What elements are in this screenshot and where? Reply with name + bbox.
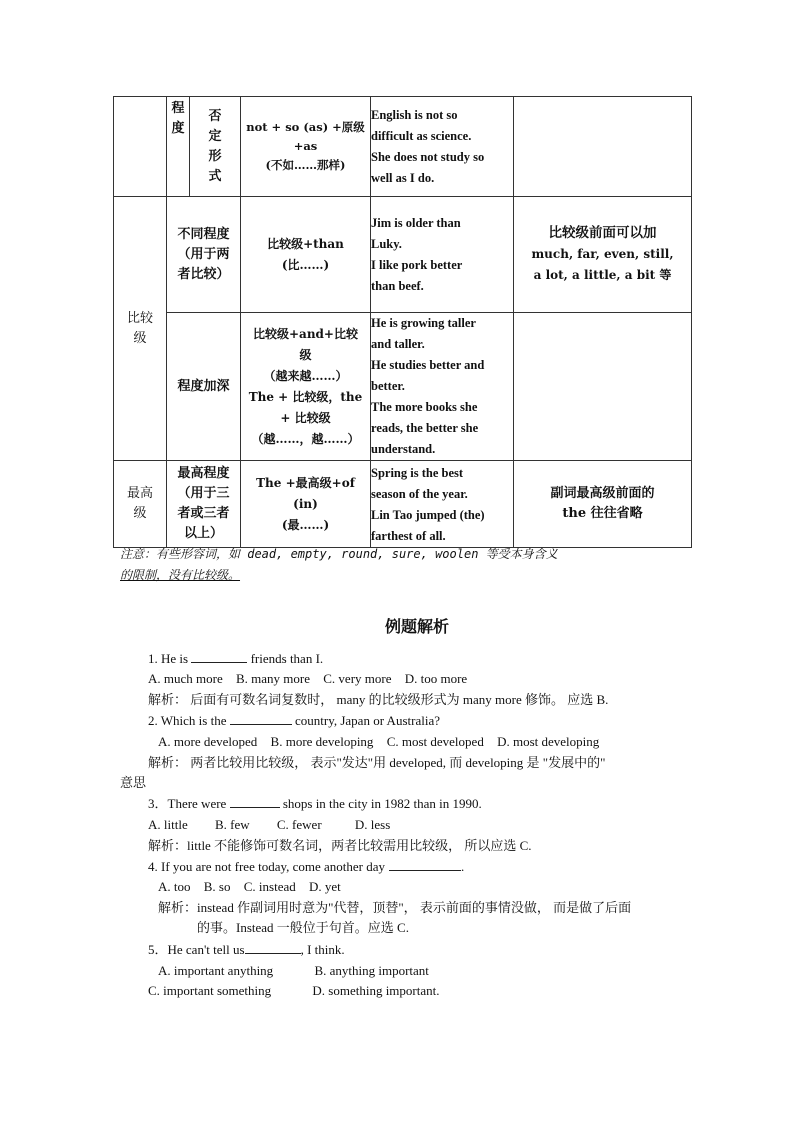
formula-cell: [241, 461, 371, 548]
option: B. few: [214, 817, 250, 832]
example-line: reads, the better she: [371, 421, 479, 435]
notes-line: much, far, even, still,: [531, 247, 674, 261]
example-line: He is growing taller: [371, 316, 476, 330]
table-row: [114, 197, 692, 313]
answer-blank: [245, 940, 301, 954]
question-text: , I think.: [300, 942, 345, 957]
example-cell: [371, 197, 514, 313]
subcategory-line: 者或三者: [177, 506, 230, 521]
example-cell: [371, 461, 514, 548]
formula-line: （越……，越……）: [251, 431, 360, 446]
formula-line: The +最高级+of: [256, 475, 355, 490]
option: C. very more: [323, 671, 392, 686]
example-line: Luky.: [371, 237, 402, 251]
option: B. many more: [235, 671, 310, 686]
question-5-options: [158, 961, 439, 981]
option: C. instead: [243, 879, 296, 894]
question-2-analysis: 解析： 两者比较用比较级， 表示"发达"用 developed, 而 developing 是 "发展中的": [148, 755, 606, 770]
formula-line: (in): [293, 496, 318, 511]
question-5-stem: [148, 940, 345, 960]
formula-line: +as: [293, 139, 318, 153]
option: A. too: [158, 879, 191, 894]
usage-note: [120, 544, 690, 586]
option: C. fewer: [276, 817, 322, 832]
answer-blank: [191, 649, 247, 663]
subcategory-line: （用于两: [177, 246, 230, 262]
vertical-char: 定: [208, 128, 222, 144]
notes-cell: [514, 197, 692, 313]
table-row: [114, 97, 692, 197]
option: D. most developing: [497, 734, 600, 749]
example-line: difficult as science.: [371, 129, 472, 143]
subcategory-line: 以上）: [183, 526, 223, 541]
subcategory-negative-cell: [190, 97, 241, 197]
notes-cell: [514, 461, 692, 548]
question-2-stem: [148, 711, 440, 731]
vertical-char: 式: [208, 168, 222, 184]
option: A. important anything: [158, 963, 274, 978]
option: D. too more: [404, 671, 468, 686]
formula-cell: [241, 97, 371, 197]
example-line: Lin Tao jumped (the): [371, 508, 485, 522]
note-line: 注意：有些形容词，如 dead, empty, round, sure, woolen 等受本身含义: [120, 547, 558, 561]
table-row: [114, 313, 692, 461]
example-line: farthest of all.: [371, 529, 446, 543]
question-3-stem: [148, 794, 482, 814]
example-cell: [371, 313, 514, 461]
question-text: .: [461, 859, 465, 874]
answer-blank: [389, 857, 461, 871]
question-text: shops in the city in 1982 than in 1990.: [282, 796, 482, 811]
question-1-analysis: 解析： 后面有可数名词复数时， many 的比较级形式为 many more 修饰。 应选 B.: [148, 692, 609, 707]
formula-line: + 比较级: [280, 410, 331, 425]
example-line: well as I do.: [371, 171, 435, 185]
vertical-char: 否: [208, 108, 222, 124]
option: B. more developing: [270, 734, 374, 749]
question-4-analysis: 的事。Instead 一般位于句首。应选 C.: [197, 920, 409, 935]
category-cell: [114, 97, 167, 197]
question-text: 2. Which is the: [148, 713, 227, 728]
question-4-options: [158, 877, 351, 897]
option: B. so: [203, 879, 231, 894]
question-1-stem: [148, 649, 323, 669]
category-cell: [114, 197, 167, 461]
question-text: 1. He is: [148, 651, 189, 666]
option: C. important something: [148, 983, 272, 998]
example-line: understand.: [371, 442, 436, 456]
question-text: 4. If you are not free today, come another day: [148, 859, 386, 874]
question-text: 3．There were: [148, 796, 227, 811]
example-line: and taller.: [371, 337, 425, 351]
notes-cell: [514, 97, 692, 197]
subcategory-line: 程度加深: [177, 378, 230, 394]
example-line: English is not so: [371, 108, 458, 122]
formula-line: 比较级+and+比较: [252, 326, 358, 341]
notes-line: the 往往省略: [562, 506, 643, 521]
option: D. less: [354, 817, 391, 832]
question-2-analysis: 意思: [120, 775, 147, 790]
question-4-stem: [148, 857, 464, 877]
option: A. more developed: [158, 734, 258, 749]
subcategory-cell: [167, 313, 241, 461]
notes-line: 比较级前面可以加: [548, 225, 657, 241]
formula-line: The + 比较级，the: [248, 389, 363, 404]
example-line: than beef.: [371, 279, 424, 293]
example-line: Spring is the best: [371, 466, 464, 480]
notes-line: a lot, a little, a bit 等: [533, 268, 672, 282]
answer-blank: [230, 794, 280, 808]
category-label: 最高级: [126, 486, 153, 521]
category-label: 比较级: [126, 310, 153, 346]
table-row: [114, 461, 692, 548]
subcategory-degree-cell: [167, 97, 190, 197]
example-line: He studies better and: [371, 358, 485, 372]
vertical-char: 形: [208, 148, 222, 164]
subcategory-line: 不同程度: [177, 226, 230, 242]
question-4-analysis: 解析：instead 作副词用时意为"代替，顶替"， 表示前面的事情没做， 而是做了后面: [158, 900, 632, 915]
comparison-table: [113, 96, 692, 548]
option: C. most developed: [386, 734, 484, 749]
subcategory-line: 者比较）: [177, 266, 230, 282]
formula-line: 级: [299, 347, 312, 362]
subcategory-cell: [167, 197, 241, 313]
note-line: 的限制，没有比较级。: [120, 568, 241, 582]
notes-cell: [514, 313, 692, 461]
question-3-options: [148, 815, 400, 835]
answer-blank: [230, 711, 292, 725]
question-5-options: [148, 981, 450, 1001]
subcategory-line: （用于三: [177, 486, 230, 501]
formula-line: not + so (as) +原级: [246, 120, 365, 134]
example-line: better.: [371, 379, 405, 393]
formula-line: (最……): [281, 517, 330, 532]
formula-cell: [241, 313, 371, 461]
example-line: The more books she: [371, 400, 478, 414]
question-1-options: [148, 669, 477, 689]
option: D. yet: [308, 879, 341, 894]
question-text: friends than I.: [250, 651, 324, 666]
example-line: Jim is older than: [371, 216, 461, 230]
subcategory-cell: [167, 461, 241, 548]
notes-line: 副词最高级前面的: [550, 486, 655, 501]
example-line: season of the year.: [371, 487, 468, 501]
question-2-options: [158, 732, 609, 752]
subcategory-line: 最高程度: [177, 466, 230, 481]
example-line: I like pork better: [371, 258, 463, 272]
question-3-analysis: 解析：little 不能修饰可数名词，两者比较需用比较级， 所以应选 C.: [148, 838, 532, 853]
vertical-char: 度: [171, 121, 185, 136]
option: D. something important.: [312, 983, 440, 998]
vertical-char: 程: [171, 101, 185, 116]
option: A. little: [148, 817, 188, 832]
option: B. anything important: [314, 963, 429, 978]
question-text: 5．He can't tell us: [148, 942, 245, 957]
formula-line: （越来越……）: [263, 368, 348, 383]
category-cell: [114, 461, 167, 548]
formula-line: (不如……那样): [265, 158, 346, 172]
question-text: country, Japan or Australia?: [294, 713, 440, 728]
formula-cell: [241, 197, 371, 313]
section-title: 例题解析: [384, 617, 449, 636]
formula-line: (比……): [281, 257, 330, 272]
option: A. much more: [148, 671, 223, 686]
formula-line: 比较级+than: [267, 236, 344, 251]
example-line: She does not study so: [371, 150, 485, 164]
example-cell: [371, 97, 514, 197]
